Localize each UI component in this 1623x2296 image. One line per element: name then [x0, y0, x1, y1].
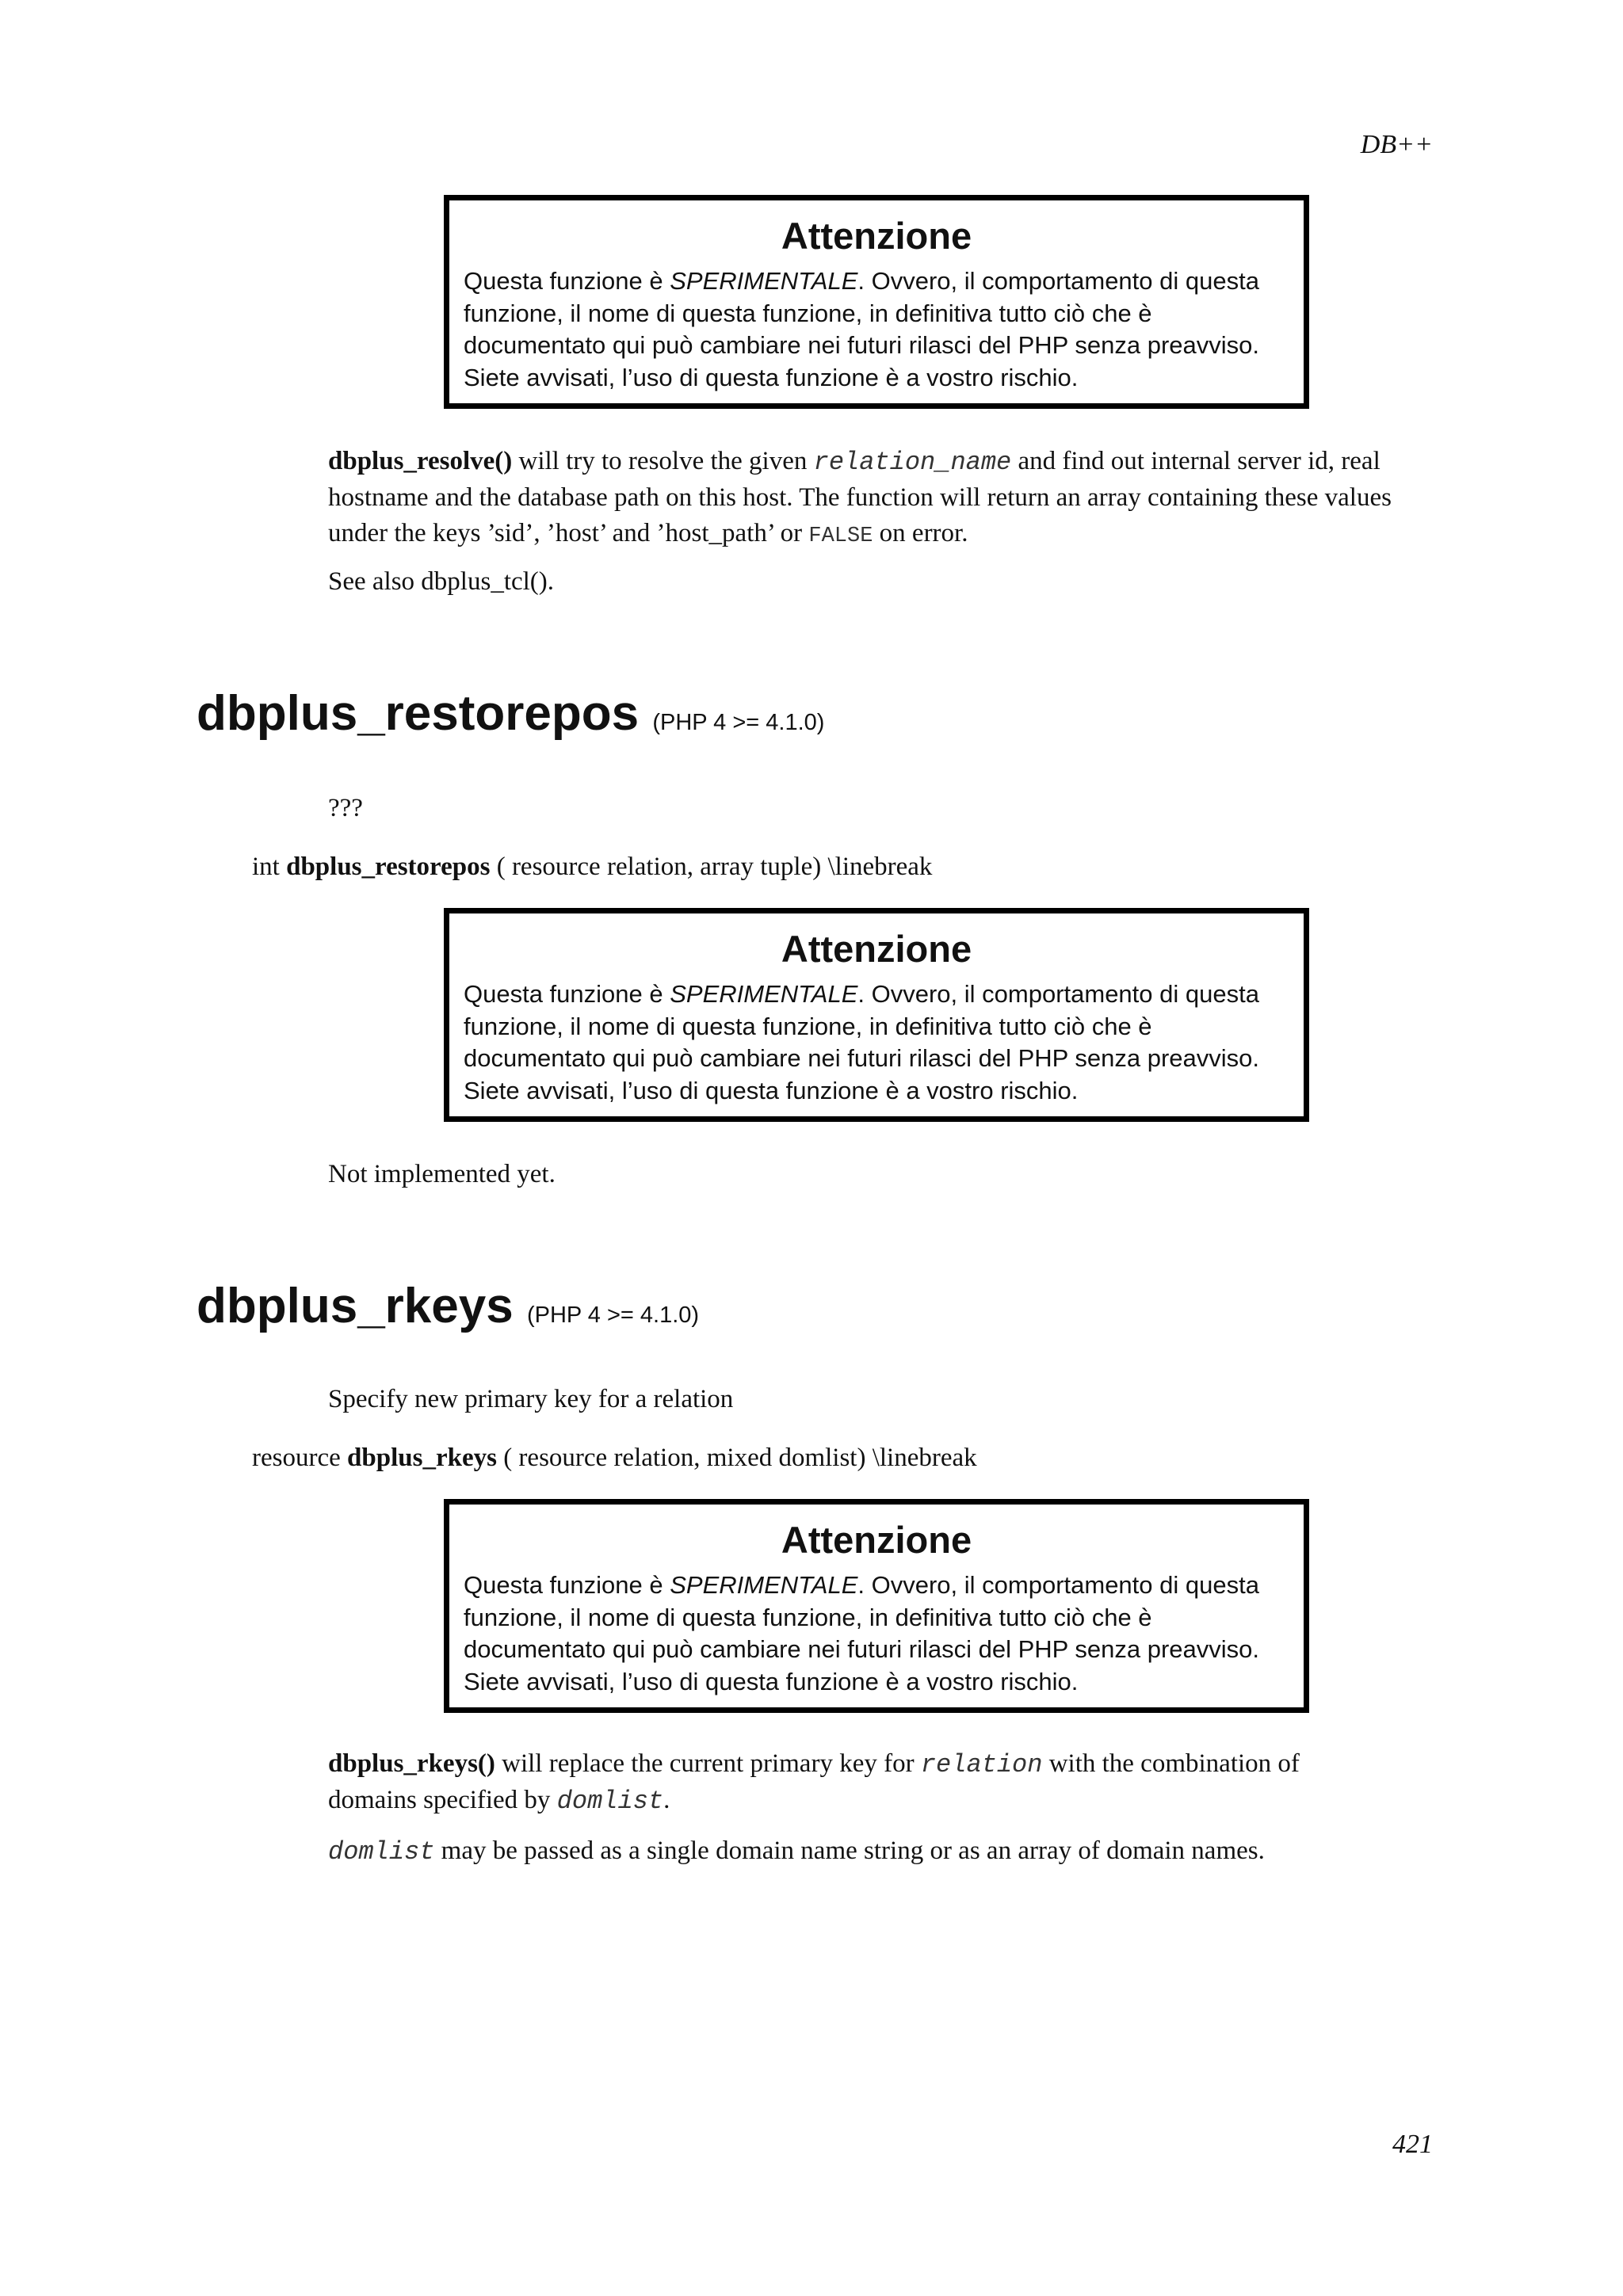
parameter-name: relation [920, 1750, 1043, 1779]
function-synopsis: resource dbplus_rkeys ( resource relation, mixed domlist) \linebreak [252, 1444, 977, 1472]
function-synopsis: int dbplus_restorepos ( resource relation, array tuple) \linebreak [252, 852, 933, 881]
constant-name: FALSE [808, 524, 873, 548]
warning-text: Questa funzione è SPERIMENTALE. Ovvero, il comportamento di questa funzione, il nome di questa funzione, in definitiva tutto ciò che è documentato qui può cambiare nei futuri rilasci del PHP senza preavviso. Siete avvisati, l’uso di questa funzione è a vostro rischio. [464, 980, 1260, 1104]
warning-text: Questa funzione è SPERIMENTALE. Ovvero, il comportamento di questa funzione, il nome di questa funzione, in definitiva tutto ciò che è documentato qui può cambiare nei futuri rilasci del PHP senza preavviso. Siete avvisati, l’uso di questa funzione è a vostro rischio. [464, 267, 1260, 391]
purpose: ??? [328, 794, 363, 822]
running-header: DB++ [1360, 130, 1433, 159]
warning-title: Attenzione [781, 928, 972, 970]
warning-title: Attenzione [781, 215, 972, 257]
warning-box [444, 908, 1309, 1122]
section-title-restorepos: dbplus_restorepos (PHP 4 >= 4.1.0) [197, 686, 825, 741]
warning-box [444, 1499, 1309, 1713]
parameter-name: relation_name [813, 448, 1012, 477]
page-number: 421 [1392, 2130, 1433, 2159]
version-info: (PHP 4 >= 4.1.0) [526, 1302, 700, 1328]
purpose: Specify new primary key for a relation [328, 1385, 734, 1413]
version-info: (PHP 4 >= 4.1.0) [652, 710, 825, 735]
section-title-rkeys: dbplus_rkeys (PHP 4 >= 4.1.0) [197, 1279, 700, 1333]
warning-text: Questa funzione è SPERIMENTALE. Ovvero, il comportamento di questa funzione, il nome di questa funzione, in definitiva tutto ciò che è documentato qui può cambiare nei futuri rilasci del PHP senza preavviso. Siete avvisati, l’uso di questa funzione è a vostro rischio. [464, 1571, 1260, 1695]
parameter-name: domlist [328, 1837, 435, 1867]
function-name: dbplus_resolve() [328, 447, 513, 475]
parameter-name: domlist [556, 1787, 664, 1816]
function-name: dbplus_rkeys() [328, 1749, 495, 1778]
resolve-description: dbplus_resolve() will try to resolve the given relation_name and find out internal server id, real hostname and the database path on this host. The function will return an array containing these values under the keys ’sid’, ’host’ and ’host_path’ or FALSE on error. [328, 447, 1392, 548]
domlist-note: domlist may be passed as a single domain name string or as an array of domain names. [328, 1836, 1265, 1867]
rkeys-description: dbplus_rkeys() will replace the current primary key for relation with the combination of domains specified by domlist. [328, 1749, 1300, 1816]
warning-box [444, 195, 1309, 409]
see-also: See also dbplus_tcl(). [328, 567, 555, 596]
restorepos-description: Not implemented yet. [328, 1160, 556, 1188]
warning-title: Attenzione [781, 1519, 972, 1561]
